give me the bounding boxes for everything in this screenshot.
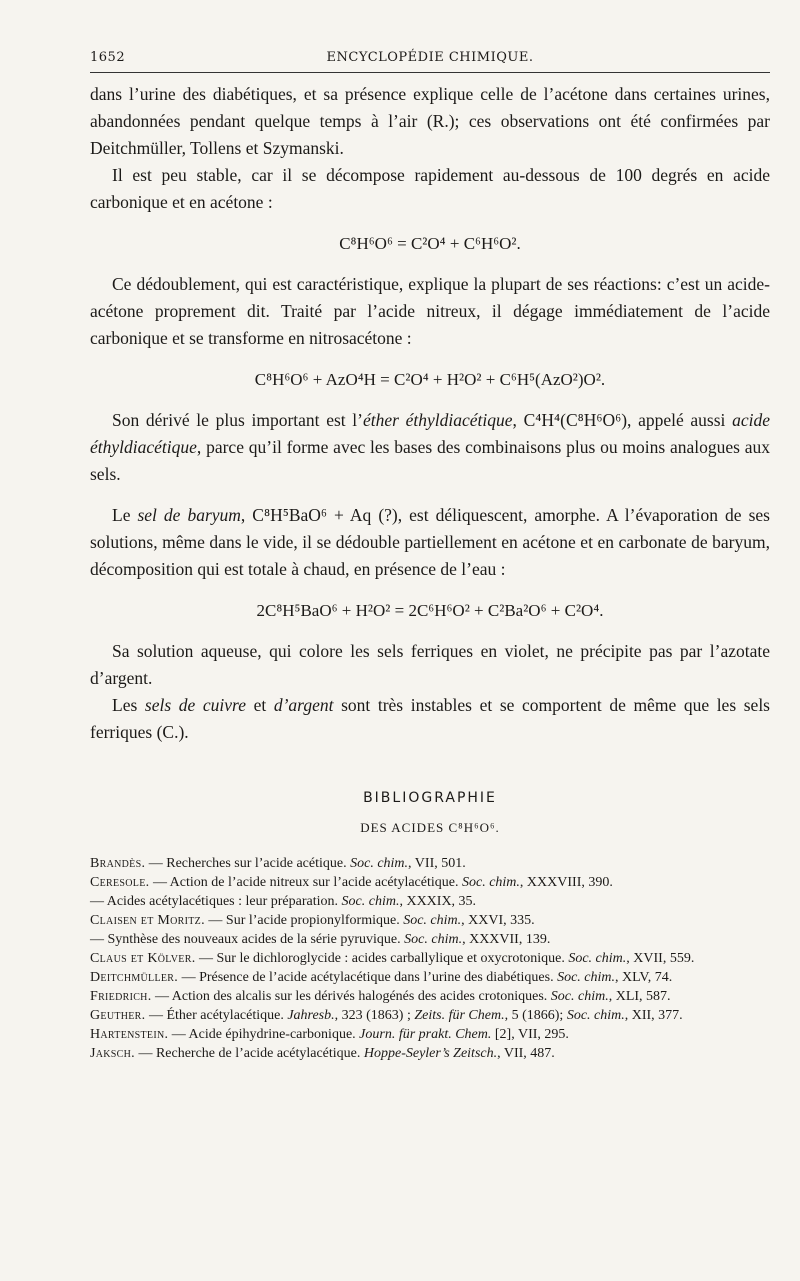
- bibliography-entry: [90, 892, 770, 911]
- paragraph: [90, 692, 770, 746]
- ref-author: Friedrich.: [90, 989, 152, 1004]
- chemical-equation: C⁸H⁶O⁶ + AzO⁴H = C²O⁴ + H²O² + C⁶H⁵(AzO²)O².: [254, 370, 606, 389]
- italic-term: sel de baryum: [137, 505, 241, 525]
- chemical-equation: C⁸H⁶O⁶ = C²O⁴ + C⁶H⁶O².: [339, 234, 521, 253]
- ref-author: Deitchmüller.: [90, 970, 179, 985]
- ref-text: — Recherches sur l’acide acétique.: [145, 856, 351, 871]
- ref-journal: Soc. chim.: [461, 875, 520, 890]
- paragraph: Sa solution aqueuse, qui colore les sels ferriques en violet, ne précipite pas par l’azotate d’argent.: [90, 641, 770, 688]
- ref-text: , XXXVII, 139.: [462, 932, 551, 947]
- ref-text: — Présence de l’acide acétylacétique dans l’urine des diabétiques.: [178, 970, 558, 985]
- ref-text: , XII, 377.: [624, 1008, 683, 1023]
- paragraph: dans l’urine des diabétiques, et sa présence explique celle de l’acétone dans certaines urines, abandonnées pendant quelque temps à l’air (R.); ces observations ont été confirmées par Deitchmüller, Tollens et Szymanski.: [90, 84, 770, 158]
- ref-text: — Sur l’acide propionylformique.: [204, 913, 404, 928]
- paragraph: Ce dédoublement, qui est caractéristique, explique la plupart de ses réactions: c’est un acide-acétone proprement dit. Traité par l’acide nitreux, il dégage immédiatement de l’acide carbonique et se transforme en nitrosacétone :: [90, 274, 770, 348]
- ref-author: Jaksch.: [90, 1046, 135, 1061]
- ref-text: , XXVI, 335.: [461, 913, 535, 928]
- text-run: , C⁸H⁵BaO⁶ + Aq (?), est déliquescent, amorphe. A l’évaporation de ses solutions, même dans le vide, il se dédouble partiellement en acétone et en carbonate de baryum, décomposition qui est totale à chaud, en présence de l’eau :: [90, 505, 770, 579]
- ref-text: — Recherche de l’acide acétylacétique.: [134, 1046, 364, 1061]
- ref-journal: Soc. chim.: [557, 970, 616, 985]
- ref-text: , XLI, 587.: [608, 989, 671, 1004]
- paragraph: [90, 407, 770, 488]
- bibliography-entry: [90, 987, 770, 1006]
- bibliography-entry: [90, 1025, 770, 1044]
- ref-text: — Acide épihydrine-carbonique.: [168, 1027, 360, 1042]
- ref-text: , XVII, 559.: [626, 951, 695, 966]
- chemical-equation: 2C⁸H⁵BaO⁶ + H²O² = 2C⁶H⁶O² + C²Ba²O⁶ + C²O⁴.: [256, 601, 604, 620]
- ref-text: — Éther acétylacétique.: [145, 1008, 288, 1023]
- bibliography-entry: [90, 949, 770, 968]
- text-run: , parce qu’il forme avec les bases des combinaisons plus ou moins analogues aux sels.: [90, 437, 770, 484]
- ref-text: , VII, 487.: [497, 1046, 555, 1061]
- bibliography-list: [90, 854, 770, 1063]
- running-title: ENCYCLOPÉDIE CHIMIQUE.: [326, 50, 534, 65]
- italic-term: acide éthyldiacétique: [90, 410, 770, 457]
- italic-term: sels de cuivre: [144, 695, 246, 715]
- page-number: 1652: [90, 50, 126, 65]
- ref-text: — Action de l’acide nitreux sur l’acide acétylacétique.: [149, 875, 462, 890]
- ref-journal: Hoppe-Seyler’s Zeitsch.: [363, 1046, 498, 1061]
- ref-journal: Soc. chim.: [404, 932, 463, 947]
- ref-author: Hartenstein.: [90, 1027, 169, 1042]
- text-run: , C⁴H⁴(C⁸H⁶O⁶), appelé aussi: [512, 410, 733, 430]
- bibliography-subtitle: DES ACIDES C⁸H⁶O⁶.: [360, 820, 500, 835]
- ref-text: , 5 (1866);: [504, 1008, 567, 1023]
- ref-text: , 323 (1863) ;: [334, 1008, 415, 1023]
- ref-journal: Soc. chim.: [341, 894, 400, 909]
- ref-text: — Synthèse des nouveaux acides de la série pyruvique.: [90, 932, 405, 947]
- bibliography-entry: [90, 1006, 770, 1025]
- paragraph: [90, 502, 770, 583]
- bibliography-entry: [90, 873, 770, 892]
- bibliography-title: BIBLIOGRAPHIE: [363, 790, 497, 806]
- text-run: Son dérivé le plus important est l’: [112, 410, 363, 430]
- ref-journal: Soc. chim.: [403, 913, 462, 928]
- bibliography-entry: [90, 911, 770, 930]
- bibliography-entry: [90, 968, 770, 987]
- ref-journal: Soc. chim.: [568, 951, 627, 966]
- bibliography-entry: [90, 1044, 770, 1063]
- main-text: [90, 81, 770, 746]
- ref-journal: Zeits. für Chem.: [414, 1008, 505, 1023]
- bibliography-entry: [90, 854, 770, 873]
- ref-journal: Soc. chim.: [550, 989, 609, 1004]
- ref-text: , XXXVIII, 390.: [519, 875, 613, 890]
- page: [90, 50, 770, 1063]
- text-run: et: [245, 695, 274, 715]
- ref-author: Brandès.: [90, 856, 146, 871]
- ref-author: Claus et Kölver.: [90, 951, 196, 966]
- ref-journal: Journ. für prakt. Chem.: [359, 1027, 492, 1042]
- ref-author: Ceresole.: [90, 875, 150, 890]
- ref-text: , XLV, 74.: [615, 970, 673, 985]
- text-run: Le: [112, 505, 138, 525]
- ref-text: , XXXIX, 35.: [399, 894, 477, 909]
- ref-journal: Jahresb.: [287, 1008, 335, 1023]
- bibliography-entry: [90, 930, 770, 949]
- italic-term: d’argent: [273, 695, 334, 715]
- ref-journal: Soc. chim.: [350, 856, 409, 871]
- ref-text: , VII, 501.: [408, 856, 466, 871]
- text-run: sont très instables et se comportent de même que les sels ferriques (C.).: [90, 695, 770, 742]
- ref-author: Geuther.: [90, 1008, 146, 1023]
- ref-text: [2], VII, 295.: [491, 1027, 569, 1042]
- text-run: Les: [112, 695, 145, 715]
- paragraph: Il est peu stable, car il se décompose rapidement au-dessous de 100 degrés en acide carbonique et en acétone :: [90, 165, 770, 212]
- ref-author: Claisen et Moritz.: [90, 913, 205, 928]
- ref-text: — Action des alcalis sur les dérivés halogénés des acides crotoniques.: [151, 989, 551, 1004]
- ref-text: — Acides acétylacétiques : leur préparation.: [90, 894, 342, 909]
- page-header: [90, 50, 770, 73]
- italic-term: éther éthyldiacétique: [363, 410, 513, 430]
- ref-journal: Soc. chim.: [566, 1008, 625, 1023]
- ref-text: — Sur le dichloroglycide : acides carballylique et oxycrotonique.: [195, 951, 569, 966]
